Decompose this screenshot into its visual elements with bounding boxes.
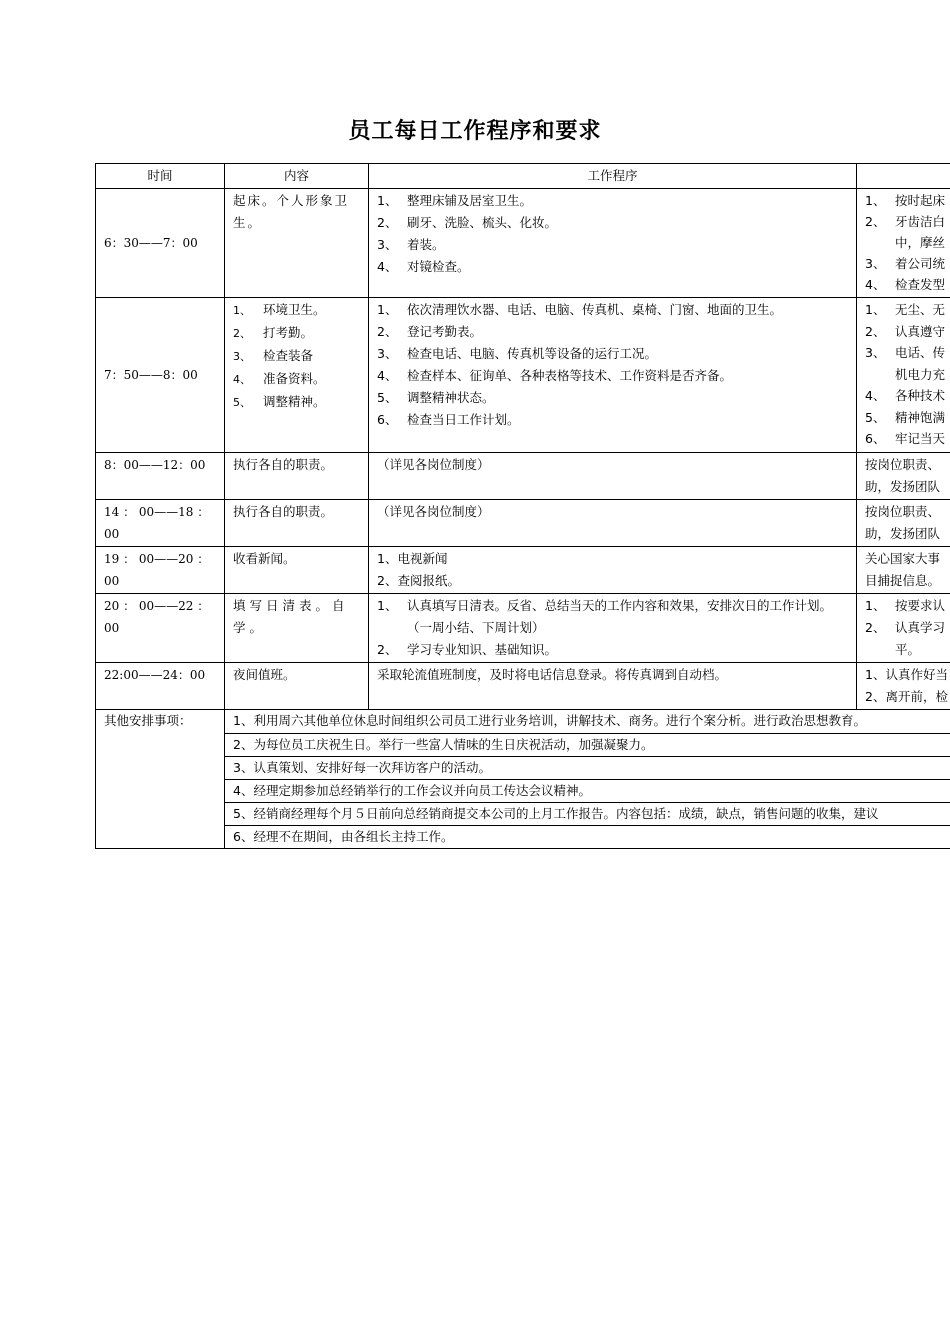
header-time: 时间 <box>96 164 225 189</box>
requirement-cell <box>857 594 950 663</box>
procedure-cell: 采取轮流值班制度，及时将电话信息登录。将传真调到自动档。 <box>369 663 857 710</box>
table-row <box>96 453 950 500</box>
content-cell: 收看新闻。 <box>225 547 369 594</box>
procedure-item: 1、 依次清理饮水器、电话、电脑、传真机、桌椅、门窗、地面的卫生。 <box>377 302 783 317</box>
other-arrangements-row <box>96 826 950 849</box>
requirement-item: 机电力充 <box>895 366 946 382</box>
requirement-item: 4、 各种技术 <box>865 388 946 403</box>
content-cell: 执行各自的职责。 <box>225 500 369 547</box>
other-item: 6、经理不在期间，由各组长主持工作。 <box>225 826 950 849</box>
content-cell: 夜间值班。 <box>225 663 369 710</box>
content-cell: 起床。个人形象卫生。 <box>225 189 369 298</box>
table-row <box>96 189 950 298</box>
procedure-item: 1、 整理床铺及居室卫生。 <box>377 193 533 208</box>
table-row <box>96 500 950 547</box>
requirement-item: 3、 着公司统 <box>865 256 946 271</box>
procedure-line: 1、电视新闻 <box>377 551 448 566</box>
other-item: 3、认真策划、安排好每一次拜访客户的活动。 <box>225 757 950 780</box>
content-cell: 填写日清表。自学。 <box>225 594 369 663</box>
time-cell: 19 ： 00——20 ： 00 <box>96 547 225 594</box>
header-content: 内容 <box>225 164 369 189</box>
procedure-item: 3、 着装。 <box>377 237 445 252</box>
procedure-item: 1、 认真填写日清表。反省、总结当天的工作内容和效果，安排次日的工作计划。（一周小结、下周计划） <box>377 598 833 635</box>
header-requirement <box>857 164 950 189</box>
document-title: 员工每日工作程序和要求 <box>348 119 602 144</box>
table-row <box>96 547 950 594</box>
content-item: 5、 调整精神。 <box>233 394 326 409</box>
time-cell: 6：30——7：00 <box>96 189 225 298</box>
requirement-line: 关心国家大事 <box>865 551 941 566</box>
schedule-table <box>95 163 950 849</box>
requirement-line: 助，发扬团队 <box>865 479 941 494</box>
procedure-item: 6、 检查当日工作计划。 <box>377 412 520 427</box>
other-arrangements-row <box>96 757 950 780</box>
procedure-line: 2、查阅报纸。 <box>377 573 460 588</box>
requirement-line: 目捕捉信息。 <box>865 573 941 588</box>
requirement-cell <box>857 500 950 547</box>
other-arrangements-row <box>96 803 950 826</box>
procedure-item: 4、 对镜检查。 <box>377 259 470 274</box>
other-arrangements-label: 其他安排事项： <box>96 710 225 849</box>
procedure-item: 2、 学习专业知识、基础知识。 <box>377 642 558 657</box>
content-item: 2、 打考勤。 <box>233 325 314 340</box>
table-row <box>96 663 950 710</box>
requirement-item: 1、 按要求认 <box>865 598 946 613</box>
content-item: 4、 准备资料。 <box>233 371 326 386</box>
procedure-cell: （详见各岗位制度） <box>369 453 857 500</box>
requirement-line: 1、认真作好当 <box>865 667 948 682</box>
schedule-table-viewport <box>95 163 950 849</box>
requirement-item: 2、 认真遵守 <box>865 323 946 339</box>
requirement-item: 1、 按时起床 <box>865 193 946 208</box>
other-arrangements-row <box>96 710 950 734</box>
requirement-line: 助，发扬团队 <box>865 526 941 541</box>
time-cell: 22:00——24：00 <box>96 663 225 710</box>
requirement-item: 2、 牙齿洁白 <box>865 214 946 229</box>
procedure-cell <box>369 189 857 298</box>
requirement-cell <box>857 663 950 710</box>
requirement-item: 中，摩丝 <box>895 235 946 250</box>
header-procedure: 工作程序 <box>369 164 857 189</box>
other-arrangements-row <box>96 780 950 803</box>
procedure-item: 3、 检查电话、电脑、传真机等设备的运行工况。 <box>377 346 658 361</box>
requirement-item: 5、 精神饱满 <box>865 409 946 425</box>
other-arrangements-row <box>96 734 950 757</box>
procedure-item: 5、 调整精神状态。 <box>377 390 495 405</box>
requirement-line: 2、离开前，检 <box>865 689 948 704</box>
other-item: 1、利用周六其他单位休息时间组织公司员工进行业务培训，讲解技术、商务。进行个案分析。进行政治思想教育。 <box>225 710 950 734</box>
requirement-item: 3、 电话、传 <box>865 345 946 360</box>
content-item: 1、 环境卫生。 <box>233 302 326 317</box>
procedure-item: 2、 刷牙、洗脸、梳头、化妆。 <box>377 215 558 230</box>
requirement-cell <box>857 547 950 594</box>
table-header-row <box>96 164 950 189</box>
requirement-cell <box>857 298 950 453</box>
requirement-item: 2、 认真学习 <box>865 620 946 635</box>
requirement-cell <box>857 189 950 298</box>
requirement-line: 按岗位职责、 <box>865 457 941 472</box>
procedure-cell <box>369 594 857 663</box>
requirement-item: 4、 检查发型 <box>865 277 946 292</box>
time-cell: 7：50——8：00 <box>96 298 225 453</box>
time-cell: 8：00——12：00 <box>96 453 225 500</box>
other-item: 5、经销商经理每个月５日前向总经销商提交本公司的上月工作报告。内容包括：成绩，缺点，销售问题的收集，建议 <box>225 803 950 826</box>
requirement-item: 6、 牢记当天 <box>865 431 946 446</box>
content-item: 3、 检查装备 <box>233 348 314 363</box>
other-item: 2、为每位员工庆祝生日。举行一些富人情味的生日庆祝活动，加强凝聚力。 <box>225 734 950 757</box>
procedure-item: 4、 检查样本、征询单、各种表格等技术、工作资料是否齐备。 <box>377 368 733 383</box>
table-row <box>96 594 950 663</box>
table-row <box>96 298 950 453</box>
requirement-item: 平。 <box>895 642 921 657</box>
other-item: 4、经理定期参加总经销举行的工作会议并向员工传达会议精神。 <box>225 780 950 803</box>
requirement-line: 按岗位职责、 <box>865 504 941 519</box>
procedure-cell: （详见各岗位制度） <box>369 500 857 547</box>
requirement-cell <box>857 453 950 500</box>
time-cell: 20 ： 00——22 ： 00 <box>96 594 225 663</box>
requirement-item: 1、 无尘、无 <box>865 302 946 317</box>
procedure-cell <box>369 298 857 453</box>
content-cell <box>225 298 369 453</box>
procedure-item: 2、 登记考勤表。 <box>377 324 483 339</box>
procedure-cell <box>369 547 857 594</box>
time-cell: 14 ： 00——18 ： 00 <box>96 500 225 547</box>
content-cell: 执行各自的职责。 <box>225 453 369 500</box>
